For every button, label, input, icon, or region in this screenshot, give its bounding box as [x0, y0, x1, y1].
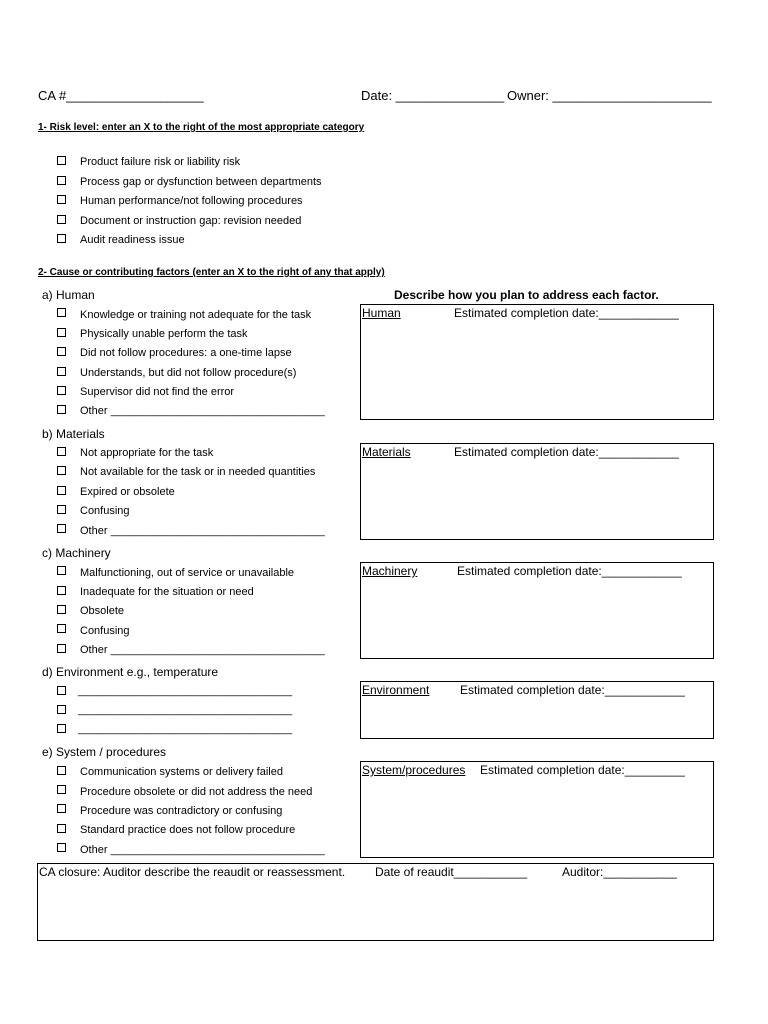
risk-item-label: Document or instruction gap: revision needed: [80, 215, 302, 227]
risk-item-label: Human performance/not following procedures: [80, 195, 303, 207]
system-item-label: Communication systems or delivery failed: [80, 766, 283, 778]
category-environment-label: d) Environment e.g., temperature: [42, 665, 219, 679]
risk-checkbox[interactable]: [57, 176, 66, 185]
system-checkbox[interactable]: [57, 766, 66, 775]
system-checkbox[interactable]: [57, 804, 66, 813]
materials-item-label: Expired or obsolete: [80, 486, 175, 498]
human-checkbox[interactable]: [57, 308, 66, 317]
owner-field[interactable]: Owner: ______________________: [507, 88, 712, 103]
machinery-plan-box[interactable]: [360, 562, 714, 659]
human-item-label: Knowledge or training not adequate for the task: [80, 309, 312, 321]
materials-checkbox[interactable]: [57, 466, 66, 475]
environment-plan-box[interactable]: [360, 681, 714, 739]
human-checkbox[interactable]: [57, 347, 66, 356]
materials-checkbox[interactable]: [57, 524, 66, 533]
materials-box-label: Materials: [362, 445, 411, 459]
environment-checkbox[interactable]: [57, 724, 66, 733]
environment-checkbox[interactable]: [57, 705, 66, 714]
human-checkbox[interactable]: [57, 367, 66, 376]
machinery-other-field[interactable]: Other ___________________________________: [80, 644, 325, 656]
risk-item-label: Audit readiness issue: [80, 234, 185, 246]
human-other-field[interactable]: Other ___________________________________: [80, 405, 325, 417]
describe-heading: Describe how you plan to address each factor.: [394, 288, 659, 302]
human-item-label: Understands, but did not follow procedure(s): [80, 367, 297, 379]
date-field[interactable]: Date: _______________: [361, 88, 505, 103]
environment-box-label: Environment: [362, 683, 430, 697]
machinery-box-label: Machinery: [362, 564, 418, 578]
machinery-checkbox[interactable]: [57, 644, 66, 653]
risk-checkbox[interactable]: [57, 195, 66, 204]
human-checkbox[interactable]: [57, 328, 66, 337]
materials-other-field[interactable]: Other ___________________________________: [80, 525, 325, 537]
materials-item-label: Not appropriate for the task: [80, 447, 214, 459]
machinery-checkbox[interactable]: [57, 624, 66, 633]
environment-blank-field[interactable]: ___________________________________: [78, 704, 293, 716]
machinery-item-label: Inadequate for the situation or need: [80, 586, 254, 598]
system-item-label: Procedure obsolete or did not address the need: [80, 786, 313, 798]
human-plan-box[interactable]: [360, 304, 714, 420]
machinery-completion-date[interactable]: Estimated completion date:____________: [457, 564, 682, 578]
risk-checkbox[interactable]: [57, 215, 66, 224]
materials-plan-box[interactable]: [360, 443, 714, 540]
reaudit-date-field[interactable]: Date of reaudit___________: [375, 865, 528, 879]
risk-checkbox[interactable]: [57, 156, 66, 165]
category-materials-label: b) Materials: [42, 427, 105, 441]
materials-checkbox[interactable]: [57, 505, 66, 514]
ca-number-field[interactable]: CA #___________________: [38, 88, 204, 103]
ca-closure-box[interactable]: [37, 863, 714, 941]
human-item-label: Supervisor did not find the error: [80, 386, 235, 398]
machinery-checkbox[interactable]: [57, 566, 66, 575]
system-box-label: System/procedures: [362, 763, 466, 777]
system-item-label: Standard practice does not follow procedure: [80, 824, 296, 836]
environment-completion-date[interactable]: Estimated completion date:____________: [460, 683, 685, 697]
human-completion-date[interactable]: Estimated completion date:____________: [454, 306, 679, 320]
machinery-item-label: Obsolete: [80, 605, 125, 617]
system-checkbox[interactable]: [57, 824, 66, 833]
machinery-checkbox[interactable]: [57, 605, 66, 614]
human-item-label: Did not follow procedures: a one-time lapse: [80, 347, 292, 359]
environment-blank-field[interactable]: ___________________________________: [78, 685, 293, 697]
system-checkbox[interactable]: [57, 785, 66, 794]
machinery-item-label: Confusing: [80, 625, 130, 637]
category-system-label: e) System / procedures: [42, 745, 167, 759]
system-other-field[interactable]: Other ___________________________________: [80, 844, 325, 856]
system-plan-box[interactable]: [360, 761, 714, 858]
risk-item-label: Product failure risk or liability risk: [80, 156, 241, 168]
auditor-field[interactable]: Auditor:___________: [562, 865, 677, 879]
system-checkbox[interactable]: [57, 843, 66, 852]
materials-item-label: Confusing: [80, 505, 130, 517]
system-completion-date[interactable]: Estimated completion date:_________: [480, 763, 685, 777]
category-human-label: a) Human: [42, 288, 95, 302]
materials-checkbox[interactable]: [57, 486, 66, 495]
risk-item-label: Process gap or dysfunction between departments: [80, 176, 322, 188]
risk-checkbox[interactable]: [57, 234, 66, 243]
materials-completion-date[interactable]: Estimated completion date:____________: [454, 445, 679, 459]
human-box-label: Human: [362, 306, 401, 320]
environment-blank-field[interactable]: ___________________________________: [78, 723, 293, 735]
human-checkbox[interactable]: [57, 386, 66, 395]
materials-item-label: Not available for the task or in needed quantities: [80, 466, 316, 478]
section1-title: 1- Risk level: enter an X to the right of the most appropriate category: [38, 122, 365, 133]
environment-checkbox[interactable]: [57, 686, 66, 695]
machinery-checkbox[interactable]: [57, 586, 66, 595]
system-item-label: Procedure was contradictory or confusing: [80, 805, 283, 817]
category-machinery-label: c) Machinery: [42, 546, 111, 560]
human-checkbox[interactable]: [57, 405, 66, 414]
machinery-item-label: Malfunctioning, out of service or unavailable: [80, 567, 295, 579]
human-item-label: Physically unable perform the task: [80, 328, 248, 340]
section2-title: 2- Cause or contributing factors (enter an X to the right of any that apply): [38, 267, 385, 278]
ca-closure-label: CA closure: Auditor describe the reaudit or reassessment.: [39, 865, 346, 879]
materials-checkbox[interactable]: [57, 447, 66, 456]
